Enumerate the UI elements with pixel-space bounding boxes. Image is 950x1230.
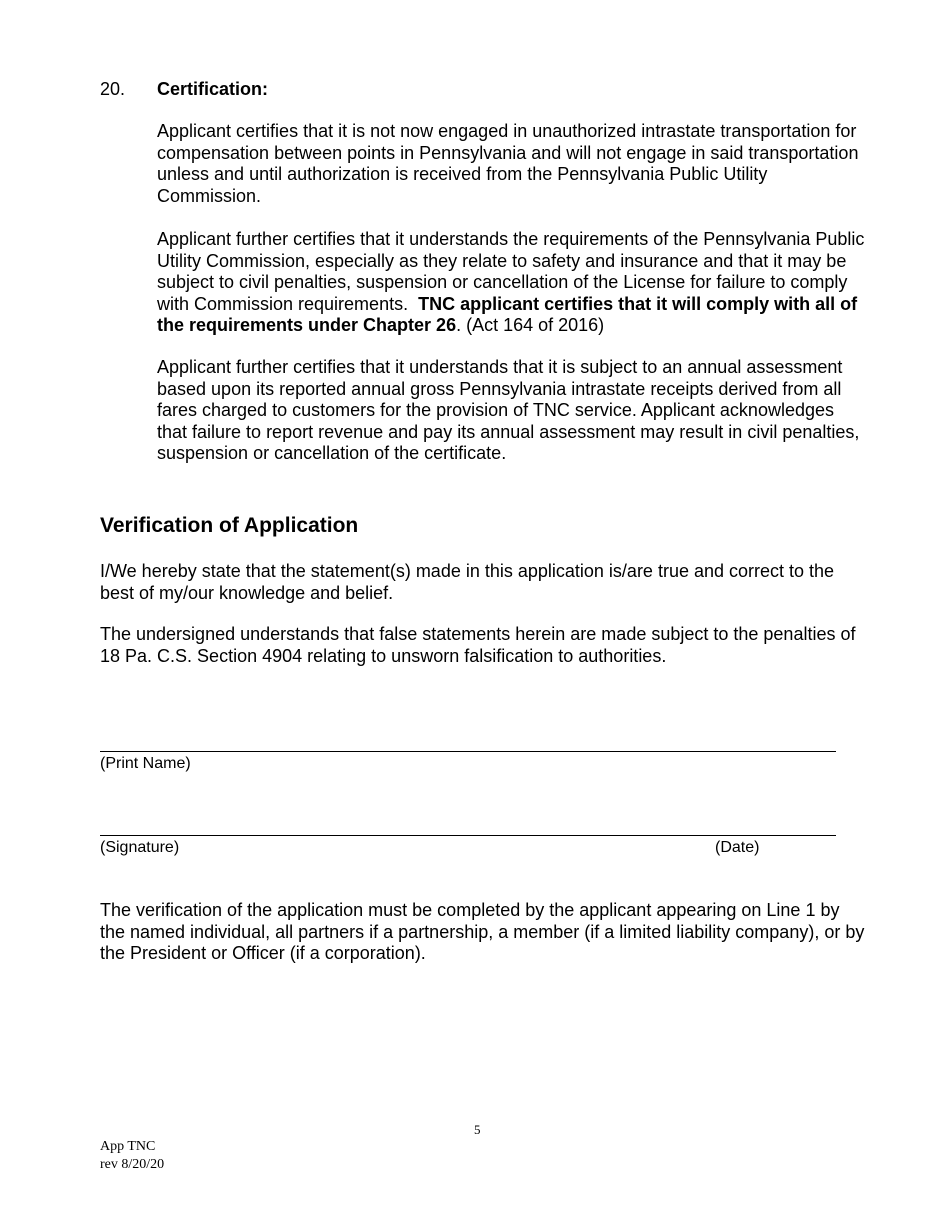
print-name-line[interactable] <box>100 751 836 752</box>
print-name-label: (Print Name) <box>100 755 191 772</box>
signature-line[interactable] <box>100 835 836 836</box>
date-label: (Date) <box>715 839 760 856</box>
verification-note: The verification of the application must be completed by the applicant appearing on Line 1 by the named individual, all partners if a partnership, a member (if a limited liability company), or by the President or Officer (if a corporation). <box>100 900 865 963</box>
verification-paragraph-1: I/We hereby state that the statement(s) made in this application is/are true and correct to the best of my/our knowledge and belief. <box>100 561 835 603</box>
certification-paragraph-2-end: . (Act 164 of 2016) <box>456 315 605 335</box>
certification-title: Certification: <box>157 79 269 99</box>
verification-paragraph-2: The undersigned understands that false statements herein are made subject to the penalties of 18 Pa. C.S. Section 4904 relating to unsworn falsification to authorities. <box>100 624 856 666</box>
footer-form-name: App TNC <box>100 1139 156 1154</box>
signature-label: (Signature) <box>100 839 180 856</box>
certification-paragraph-3: Applicant further certifies that it understands that it is subject to an annual assessment based upon its reported annual gross Pennsylvania intrastate receipts derived from all fares charged to customers for the provision of TNC service. Applicant acknowledges that failure to report revenue and pay its annual assessment may result in civil penalties, suspension or cancellation of the certificate. <box>157 357 860 463</box>
certification-paragraph-2-bold: TNC applicant certifies that it will comply with all of the requirements under Chapter 26 <box>157 293 858 335</box>
certification-paragraph-1: Applicant certifies that it is not now engaged in unauthorized intrastate transportation for compensation between points in Pennsylvania and will not engage in said transportation unless and until authorization is received from the Pennsylvania Public Utility Commission. <box>157 121 859 206</box>
certification-paragraph-2-text: Applicant further certifies that it understands the requirements of the Pennsylvania Public Utility Commission, especially as they relate to safety and insurance and that it may be subject to civil penalties, suspension or cancellation of the License for failure to comply with Commission requirements. <box>157 229 865 314</box>
verification-heading: Verification of Application <box>100 514 359 537</box>
certification-paragraph-2 <box>157 229 865 337</box>
item-number: 20. <box>100 79 126 99</box>
footer-revision: rev 8/20/20 <box>100 1157 165 1172</box>
page-number: 5 <box>474 1122 481 1137</box>
